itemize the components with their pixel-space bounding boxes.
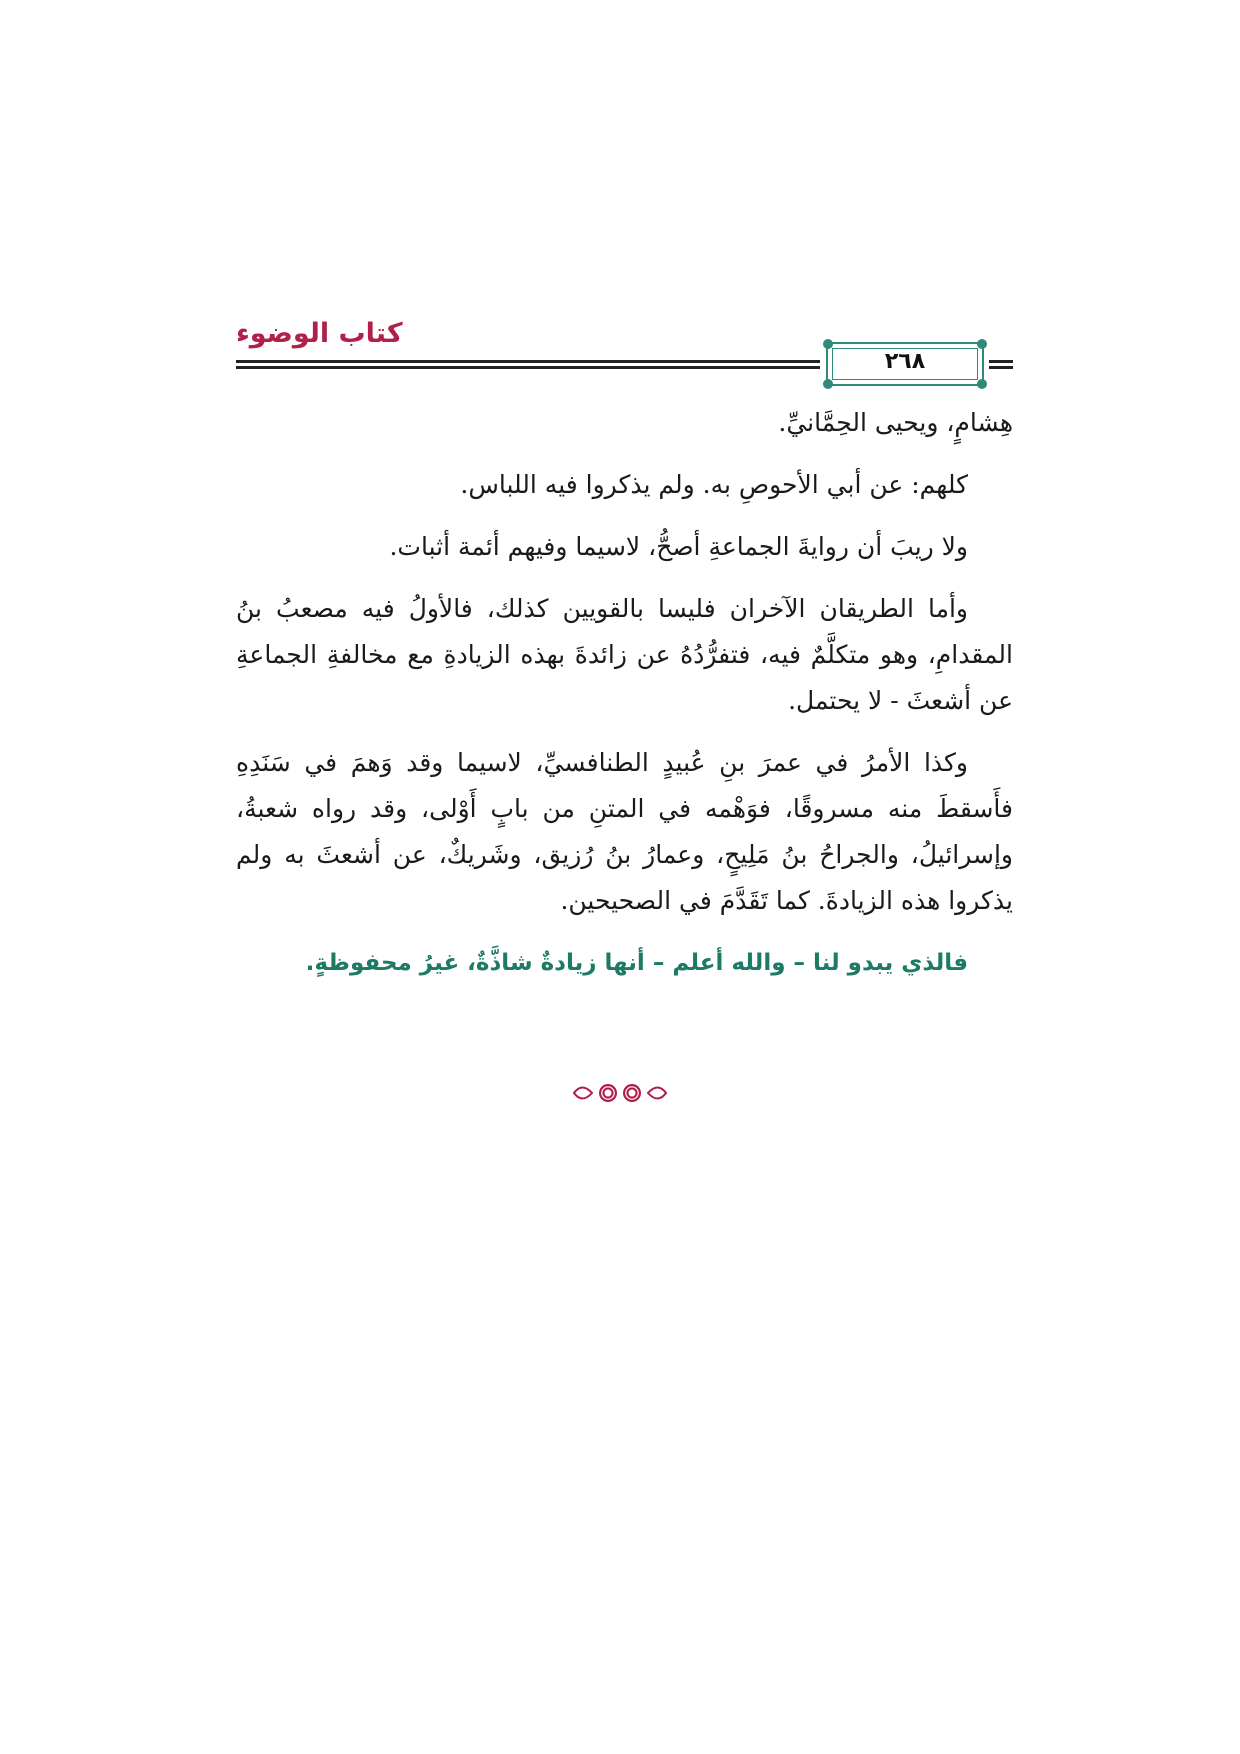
paragraph: وأما الطريقان الآخران فليسا بالقويين كذلك، فالأولُ فيه مصعبُ بنُ المقدامِ، وهو متكلَّمٌ فيه، فتفرُّدُهُ عن زائدةَ بهذه الزيادةِ مع مخالفةِ الجماعةِ عن أشعثَ - لا يحتمل.: [236, 594, 1013, 715]
header-rule-right: [989, 360, 1013, 369]
page-number: ٢٦٨: [884, 349, 926, 374]
paragraph: وكذا الأمرُ في عمرَ بنِ عُبيدٍ الطنافسيِّ، لاسيما وقد وَهمَ في سَنَدِهِ فأَسقطَ منه مسروقًا، فوَهْمه في المتنِ من بابٍ أَوْلى، وقد رواه شعبةُ، وإسرائيلُ، والجراحُ بنُ مَلِيحٍ، وعمارُ بنُ رُزيق، وشَريكٌ، عن أشعثَ به ولم يذكروا هذه الزيادةَ. كما تَقَدَّمَ في الصحيحين.: [236, 748, 1013, 915]
frame-corner-icon: [823, 379, 833, 389]
conclusion-paragraph: فالذي يبدو لنا – والله أعلم – أنها زيادةٌ شاذَّةٌ، غيرُ محفوظةٍ.: [305, 950, 968, 976]
header-rule-left: [236, 360, 820, 369]
paragraph: هِشامٍ، ويحيى الحِمَّانيِّ.: [778, 408, 1013, 437]
page-header: [236, 318, 1013, 388]
paragraph: كلهم: عن أبي الأحوصِ به. ولم يذكروا فيه اللباس.: [460, 470, 968, 499]
book-title: كتاب الوضوء: [236, 318, 403, 349]
paragraph: ولا ريبَ أن روايةَ الجماعةِ أصحُّ، لاسيما وفيهم أئمة أثبات.: [389, 532, 968, 561]
main-text: [236, 400, 1013, 1002]
page-number-frame: [826, 342, 984, 386]
frame-corner-icon: [977, 379, 987, 389]
frame-corner-icon: [823, 339, 833, 349]
floral-divider-icon: [570, 1078, 670, 1108]
frame-corner-icon: [977, 339, 987, 349]
